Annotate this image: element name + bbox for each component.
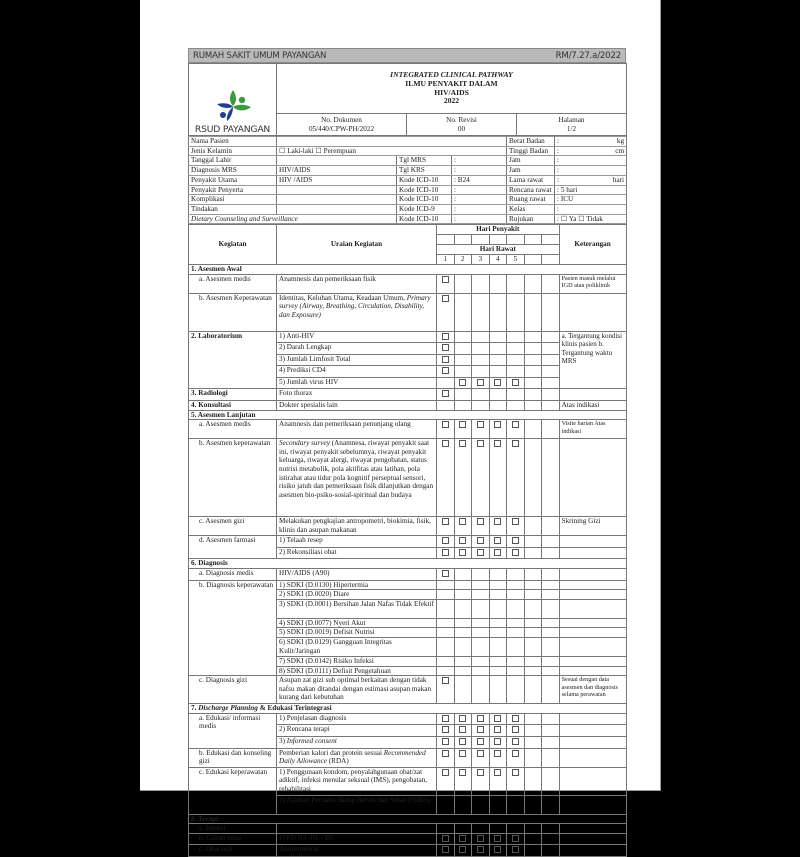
uraian-italic: Secondary survey <box>279 439 330 448</box>
checkbox[interactable] <box>459 549 466 556</box>
section-text: & Edukasi Terintegrasi <box>257 704 332 713</box>
hospital-name: RUMAH SAKIT UMUM PAYANGAN <box>193 50 327 61</box>
label-tgl-krs: Tgl KRS <box>397 166 452 176</box>
kegiatan-asesmen-medis: a. Asesmen medis <box>189 420 277 439</box>
day-5: 5 <box>507 255 525 265</box>
uraian-text: Identitas, Keluhan Utama, Keadaan Umum, <box>279 293 405 302</box>
kegiatan-asesmen-gizi: c. Asesmen gizi <box>189 517 277 536</box>
checkbox[interactable] <box>512 440 519 447</box>
checkbox[interactable] <box>494 738 501 745</box>
field-tanggal-lahir[interactable] <box>277 156 397 166</box>
checkbox[interactable] <box>494 440 501 447</box>
checkbox[interactable] <box>494 537 501 544</box>
checkbox[interactable] <box>477 750 484 757</box>
section-diagnosis: 6. Diagnosis <box>189 559 627 569</box>
checkbox[interactable] <box>459 518 466 525</box>
day-3: 3 <box>472 255 490 265</box>
kegiatan-diagnosis-gizi: c. Diagnosis gizi <box>189 676 277 704</box>
label-rujukan: Rujukan <box>507 214 555 224</box>
document-title <box>277 64 627 114</box>
logo-block <box>189 64 277 136</box>
doc-number-label: No. Dokumen <box>321 115 362 124</box>
checkbox[interactable] <box>459 379 466 386</box>
label-kode-icd10: Kode ICD-10 <box>397 175 452 185</box>
field-diagnosis-mrs[interactable]: HIV/AIDS <box>277 166 397 176</box>
field-jam-krs[interactable]: : <box>555 166 627 176</box>
unit-kg: kg <box>616 137 625 145</box>
lab-item: 3) Jumlah Limfosit Total <box>277 354 437 366</box>
field-jam-mrs[interactable]: : <box>555 156 627 166</box>
label-tinggi-badan: Tinggi Badan <box>507 146 555 156</box>
checkbox[interactable] <box>442 570 449 577</box>
checkbox[interactable] <box>442 726 449 733</box>
field-rencana-rawat[interactable]: : 5 hari <box>555 185 627 195</box>
page-cell <box>517 114 627 136</box>
section-konsultasi: 4. Konsultasi <box>189 401 277 411</box>
label-tgl-mrs: Tgl MRS <box>397 156 452 166</box>
checkbox[interactable] <box>512 846 519 853</box>
checkbox[interactable] <box>442 440 449 447</box>
checkbox[interactable] <box>512 715 519 722</box>
section-italic: Discharge Planning <box>198 704 258 713</box>
field-berat-badan[interactable] <box>555 137 627 147</box>
checkbox[interactable] <box>459 715 466 722</box>
checkbox[interactable] <box>442 276 449 283</box>
patient-info-table <box>188 136 627 224</box>
uraian-text: (RDA) <box>326 757 349 766</box>
title-line-2: ILMU PENYAKIT DALAM <box>405 78 498 88</box>
hospital-logo-text: RSUD PAYANGAN <box>194 124 271 136</box>
checkbox[interactable] <box>494 750 501 757</box>
colon: : <box>557 137 560 145</box>
section-number: 7. <box>191 704 199 713</box>
field-ruang-rawat[interactable]: : ICU <box>555 195 627 205</box>
kegiatan-obat-oral: c. Obat oral <box>189 845 277 857</box>
field-kode-icd10-utama[interactable]: : B24 <box>452 175 507 185</box>
checkbox[interactable] <box>442 750 449 757</box>
checkbox[interactable] <box>512 769 519 776</box>
label-kode-icd10: Kode ICD-10 <box>397 214 452 224</box>
checkbox[interactable] <box>494 421 501 428</box>
checkbox[interactable] <box>459 421 466 428</box>
checkbox[interactable] <box>442 769 449 776</box>
uraian: Asupan zat gizi sub optimal berkaitan dengan tidak nafsu makan ditandai dengan estimasi asupan makan kurang dari kebutuhan <box>277 676 437 704</box>
field-kode-icd10-komplikasi[interactable]: : <box>452 195 507 205</box>
checkbox[interactable] <box>477 440 484 447</box>
checkbox[interactable] <box>494 726 501 733</box>
keterangan: Atas indikasi <box>559 401 626 411</box>
field-lama-rawat[interactable] <box>555 175 627 185</box>
colon: : <box>557 175 560 184</box>
uraian: 2) Rencana terapi <box>277 725 437 737</box>
doc-number-cell <box>277 114 407 136</box>
checkbox[interactable] <box>442 333 449 340</box>
keterangan: Sesuai dengan data asesmen dan diagnosis selama perawatan <box>559 676 626 704</box>
field-penyakit-utama[interactable]: HIV /AIDS <box>277 175 397 185</box>
checkbox[interactable] <box>494 518 501 525</box>
checkbox[interactable] <box>459 537 466 544</box>
uraian <box>277 736 437 748</box>
diagnosis-item: 2) SDKI (D.0020) Diare <box>277 590 437 600</box>
checkbox[interactable] <box>477 726 484 733</box>
col-uraian: Uraian Kegiatan <box>277 225 437 265</box>
label-nama-pasien: Nama Pasien <box>189 137 277 147</box>
checkbox[interactable] <box>459 846 466 853</box>
checkbox[interactable] <box>477 549 484 556</box>
uraian: 1) Penjelasan diagnosis <box>277 713 437 725</box>
field-kode-icd10-dietary[interactable]: : <box>452 214 507 224</box>
day-2: 2 <box>454 255 472 265</box>
revision-label: No. Revisi <box>446 115 477 124</box>
header-table <box>188 63 627 136</box>
uraian: Anamnesis dan pemeriksaan penunjang ulang <box>277 420 437 439</box>
label-ruang-rawat: Ruang rawat <box>507 195 555 205</box>
label-jenis-kelamin: Jenis Kelamin <box>189 146 277 156</box>
diagnosis-item: 3) SDKI (D.0001) Bersihan Jalan Nafas Tidak Efektif <box>277 599 437 618</box>
diagnosis-item: 1) SDKI (D.0130) Hipertermia <box>277 580 437 590</box>
checkbox[interactable] <box>494 549 501 556</box>
checkbox[interactable] <box>442 518 449 525</box>
checkbox[interactable] <box>459 726 466 733</box>
kegiatan-diagnosis-medis: a. Diagnosis medis <box>189 569 277 581</box>
field-tindakan[interactable] <box>277 204 397 214</box>
lab-item: 2) Darah Lengkap <box>277 343 437 355</box>
section-terapi: 8. Terapi <box>189 814 627 824</box>
page-value: 1/2 <box>566 124 577 133</box>
label-dietary-counseling: Dietary Counseling and Surveillance <box>189 214 397 224</box>
checkbox[interactable] <box>512 537 519 544</box>
label-diagnosis-mrs: Diagnosis MRS <box>189 166 277 176</box>
uraian: Foto thorax <box>277 389 437 401</box>
checkbox[interactable] <box>442 344 449 351</box>
checkbox[interactable] <box>442 367 449 374</box>
col-hari-penyakit: Hari Penyakit <box>437 225 560 235</box>
uraian-italic: Recommended Daily Allowance <box>279 748 426 766</box>
field-nama-pasien[interactable] <box>277 137 507 147</box>
uraian <box>277 293 437 331</box>
kegiatan-injeksi: a. Injeksi <box>189 824 277 834</box>
label-jam-mrs: Jam <box>507 156 555 166</box>
checkbox[interactable] <box>442 537 449 544</box>
checkbox[interactable] <box>512 750 519 757</box>
checkbox[interactable] <box>477 537 484 544</box>
rujukan-checkboxes[interactable]: : ☐ Ya ☐ Tidak <box>555 214 627 224</box>
checkbox[interactable] <box>442 677 449 684</box>
diagnosis-item: 6) SDKI (D.0129) Gangguan Integritas Kulit/Jaringan <box>277 638 437 657</box>
form-code: RM/7.27.a/2022 <box>555 50 621 61</box>
uraian: IVFD NS /RL / D5 <box>277 833 437 845</box>
label-kode-icd10: Kode ICD-10 <box>397 185 452 195</box>
checkbox[interactable] <box>477 715 484 722</box>
label-kode-icd10: Kode ICD-10 <box>397 195 452 205</box>
clinical-pathway-form <box>188 48 626 857</box>
title-line-3: HIV/AIDS <box>434 87 469 97</box>
kegiatan-edukasi-medis: a. Edukasi/ informasi medis <box>189 713 277 748</box>
checkbox[interactable] <box>512 738 519 745</box>
section-asesmen-lanjutan: 5. Asesmen Lanjutan <box>189 410 627 420</box>
field-komplikasi[interactable] <box>277 195 397 205</box>
checkbox[interactable] <box>512 726 519 733</box>
title-line-1: INTEGRATED CLINICAL PATHWAY <box>390 70 513 80</box>
label-tindakan: Tindakan <box>189 204 277 214</box>
kegiatan-asesmen-farmasi: d. Asesmen farmasi <box>189 536 277 559</box>
checkbox[interactable] <box>442 295 449 302</box>
day-1: 1 <box>437 255 455 265</box>
checkbox[interactable] <box>442 835 449 842</box>
checkbox[interactable] <box>512 421 519 428</box>
page-label: Halaman <box>558 115 585 124</box>
uraian <box>277 439 437 517</box>
uraian <box>277 748 437 767</box>
label-komplikasi: Komplikasi <box>189 195 277 205</box>
uraian: 2) Ajarkan Perilaku Hidup Bersih dan Sehat (PHBS) <box>277 795 437 814</box>
jenis-kelamin-checkboxes[interactable]: ☐ Laki-laki ☐ Perempuan <box>277 146 507 156</box>
kegiatan-asesmen-keperawatan: b. Asesmen keperawatan <box>189 439 277 517</box>
label-penyakit-penyerta: Penyakit Penyerta <box>189 185 277 195</box>
uraian: - <box>277 824 437 834</box>
pathway-table <box>188 224 627 857</box>
uraian: 1) Telaah resep <box>277 536 437 548</box>
label-kode-icd9: Kode ICD-9 <box>397 204 452 214</box>
col-keterangan: Keterangan <box>559 225 626 265</box>
field-kelas[interactable]: : <box>555 204 627 214</box>
unit-cm: cm <box>615 146 625 155</box>
checkbox[interactable] <box>512 549 519 556</box>
unit-hari: hari <box>612 175 625 184</box>
label-lama-rawat: Lama rawat <box>507 175 555 185</box>
checkbox[interactable] <box>459 750 466 757</box>
title-line-4: 2022 <box>443 96 460 106</box>
field-kode-icd10-penyerta[interactable]: : <box>452 185 507 195</box>
checkbox[interactable] <box>512 518 519 525</box>
uraian-text: (Anamnesa, riwayat penyakit saat ini, riwayat penyakit sebelumnya, riwayat penyakit keluarga, riwayat alergi, riwayat pengobatan, status nutrisi metabolik, pola aktifitas atau latihan, pola istirahat atau tidur pola kognitif perseptual sensori, risiko jatuh dan pemeriksaan fisik dilanjutkan dengan asesmen bio-psiko-sosial-spiritual dan budaya <box>279 439 434 499</box>
uraian: Melakukan pengkajian antropometri, biokimia, fisik, klinis dan asupan makanan <box>277 517 437 536</box>
keterangan: Skrining Gizi <box>559 517 626 536</box>
section-discharge-planning <box>189 704 627 714</box>
checkbox[interactable] <box>477 379 484 386</box>
uraian: 1) Penggunaan kondom, penyalahgunaan obat/zat adiktif, infeksi menular seksual (IMS), pengobatan, rehabilitasi <box>277 767 437 795</box>
checkbox[interactable] <box>442 846 449 853</box>
checkbox[interactable] <box>512 379 519 386</box>
field-tgl-krs[interactable]: : <box>452 166 507 176</box>
checkbox[interactable] <box>494 835 501 842</box>
kegiatan-edukasi-gizi: b. Edukasi dan konseling gizi <box>189 748 277 767</box>
uraian-italic: Primary survey (Airway, Breathing, Circulation, Disability, dan Exposure) <box>279 293 431 319</box>
label-berat-badan: Berat Badan <box>507 137 555 147</box>
lab-item: 1) Anti-HIV <box>277 331 437 343</box>
diagnosis-item: 5) SDKI (D.0019) Defisit Nutrisi <box>277 628 437 638</box>
checkbox[interactable] <box>477 835 484 842</box>
uraian: Dokter spesialis lain <box>277 401 437 411</box>
uraian-text: Pemberian kalori dan protein sesuai <box>279 748 384 757</box>
checkbox[interactable] <box>442 738 449 745</box>
col-kegiatan: Kegiatan <box>189 225 277 265</box>
checkbox[interactable] <box>442 421 449 428</box>
checkbox[interactable] <box>494 769 501 776</box>
label-penyakit-utama: Penyakit Utama <box>189 175 277 185</box>
section-radiologi: 3. Radiologi <box>189 389 277 401</box>
section-asesmen-awal: 1. Asesmen Awal <box>189 264 627 274</box>
checkbox[interactable] <box>477 846 484 853</box>
checkbox[interactable] <box>442 356 449 363</box>
revision-value: 00 <box>457 124 466 133</box>
col-hari-rawat: Hari Rawat <box>437 245 560 255</box>
checkbox[interactable] <box>442 549 449 556</box>
checkbox[interactable] <box>512 835 519 842</box>
doc-number-value: 05/440/CPW-PH/2022 <box>308 124 375 133</box>
day-4: 4 <box>489 255 507 265</box>
kegiatan-diagnosis-keperawatan: b. Diagnosis keperawatan <box>189 580 277 676</box>
uraian: HIV/AIDS (A90) <box>277 569 437 581</box>
checkbox[interactable] <box>459 769 466 776</box>
checkbox[interactable] <box>494 846 501 853</box>
checkbox[interactable] <box>494 379 501 386</box>
diagnosis-item: 4) SDKI (D.0077) Nyeri Akut <box>277 618 437 628</box>
kegiatan-asesmen-keperawatan: b. Asesmen Keperawatan <box>189 293 277 331</box>
lab-item: 5) Jumlah virus HIV <box>277 377 437 389</box>
checkbox[interactable] <box>477 769 484 776</box>
keterangan: Visite harian Atas indikasi <box>559 420 626 439</box>
top-banner <box>188 48 626 63</box>
checkbox[interactable] <box>459 440 466 447</box>
uraian-num: 3) <box>279 736 287 745</box>
hospital-logo-icon <box>213 88 253 122</box>
label-rencana-rawat: Rencana rawat <box>507 185 555 195</box>
diagnosis-item: 7) SDKI (D.0142) Risiko Infeksi <box>277 657 437 667</box>
checkbox[interactable] <box>442 390 449 397</box>
keterangan: Pasien masuk melalui IGD atau poliklinik <box>559 274 626 293</box>
checkbox[interactable] <box>477 421 484 428</box>
checkbox[interactable] <box>459 835 466 842</box>
label-tanggal-lahir: Tanggal Lahir <box>189 156 277 166</box>
uraian-italic: Informed consent <box>286 736 337 745</box>
kegiatan-edukasi-keperawatan: c. Edukasi keperawatan <box>189 767 277 814</box>
kegiatan-asesmen-medis: a. Asesmen medis <box>189 274 277 293</box>
field-tgl-mrs[interactable]: : <box>452 156 507 166</box>
colon: : <box>557 146 560 155</box>
field-kode-icd9[interactable]: : <box>452 204 507 214</box>
label-jam-krs: Jam <box>507 166 555 176</box>
label-kelas: Kelas <box>507 204 555 214</box>
revision-cell <box>407 114 517 136</box>
checkbox[interactable] <box>442 715 449 722</box>
kegiatan-cairan-infus: b. Cairan infus <box>189 833 277 845</box>
document-page <box>140 0 661 854</box>
lab-item: 4) Prediksi CD4 <box>277 366 437 378</box>
checkbox[interactable] <box>477 738 484 745</box>
diagnosis-item: 8) SDKI (D.0111) Defisit Pengetahuan <box>277 666 437 676</box>
keterangan: a. Tergantung kondisi klinis pasien b. Tergantung waktu MRS <box>559 331 626 389</box>
checkbox[interactable] <box>494 715 501 722</box>
uraian: 2) Rekonsiliasi obat <box>277 547 437 559</box>
field-penyakit-penyerta[interactable] <box>277 185 397 195</box>
checkbox[interactable] <box>477 518 484 525</box>
uraian: Anamnesis dan pemeriksaan fisik <box>277 274 437 293</box>
checkbox[interactable] <box>459 738 466 745</box>
section-laboratorium: 2. Laboratorium <box>189 331 277 389</box>
field-tinggi-badan[interactable] <box>555 146 627 156</box>
uraian: Antiretroviral <box>277 845 437 857</box>
